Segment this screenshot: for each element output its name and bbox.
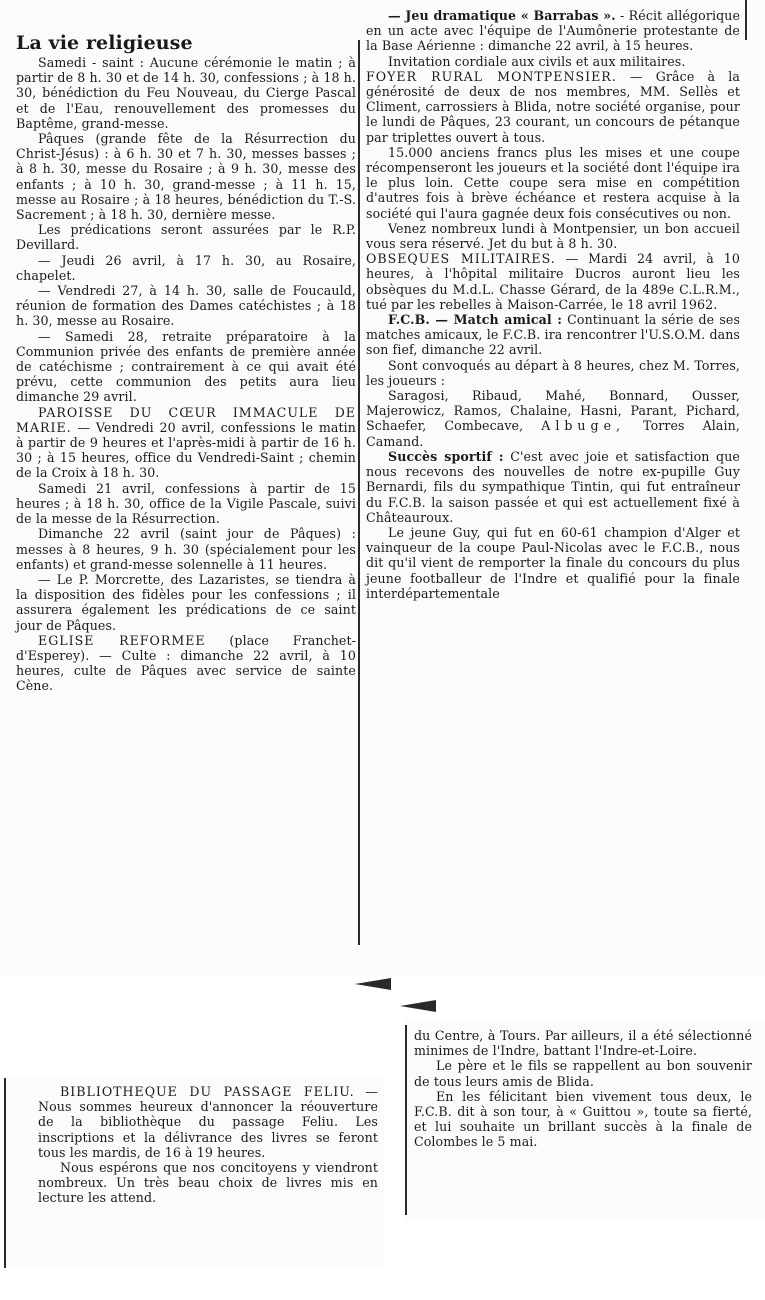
article-title: F.C.B. — Match amical :: [388, 312, 563, 328]
article-paragraph: Pâques (grande fête de la Résurrection du Christ-Jésus) : à 6 h. 30 et 7 h. 30, messes basses ; à 8 h. 30, messe du Rosaire ; à 9 h. 30, messe des enfants ; à 10 h. 30, grand-messe ; à 11 h. 15, messe au Rosaire ; à 18 heures, bénédiction du T.-S. Sacrement ; à 18 h. 30, dernière messe.: [16, 131, 356, 223]
article-paragraph: En les félicitant bien vivement tous deux, le F.C.B. dit à son tour, à « Guittou », toute sa fierté, et lui souhaite un brillant succès à la finale de Colombes le 5 mai.: [414, 1088, 752, 1150]
bottom-right-column: [414, 1028, 752, 1150]
article-paragraph: Venez nombreux lundi à Montpensier, un bon accueil vous sera réservé. Jet du but à 8 h. 30.: [366, 220, 740, 252]
article-paragraph: Dimanche 22 avril (saint jour de Pâques) : messes à 8 heures, 9 h. 30 (spécialement pour les enfants) et grand-messe solennelle à 11 heures.: [16, 526, 356, 572]
article-paragraph: PAROISSE DU CŒUR IMMACULE DE MARIE. — Vendredi 20 avril, confessions le matin à partir de 9 heures et l'après-midi à partir de 16 h. 30 ; à 15 heures, office du Vendredi-Saint ; chemin de la Croix à 18 h. 30.: [16, 404, 356, 481]
article-paragraph: Saragosi, Ribaud, Mahé, Bonnard, Ousser, Majerowicz, Ramos, Chalaine, Hasni, Parant, Pichard, Schaefer, Combecave, Albuge, Torres Alain, Camand.: [366, 388, 740, 449]
article-paragraph: — Jeudi 26 avril, à 17 h. 30, au Rosaire, chapelet.: [16, 252, 356, 283]
right-edge-rule: [745, 0, 747, 40]
article-paragraph: OBSEQUES MILITAIRES. — Mardi 24 avril, à 10 heures, à l'hôpital militaire Ducros auront lieu les obsèques du M.d.L. Chasse Gérard, de la 489e C.L.R.M., tué par les rebelles à Maison-Carrée, le 18 avril 1962.: [366, 251, 740, 312]
article-paragraph: — Samedi 28, retraite préparatoire à la Communion privée des enfants de première année de catéchisme ; contrairement à ce qui avait été prévu, cette communion des petits aura lieu dimanche 29 avril.: [16, 328, 356, 405]
article-paragraph: du Centre, à Tours. Par ailleurs, il a été sélectionné minimes de l'Indre, battant l'Indre-et-Loire.: [414, 1028, 752, 1059]
article-title: EGLISE REFORMEE: [38, 632, 206, 648]
article-paragraph: F.C.B. — Match amical : Continuant la série de ses matches amicaux, le F.C.B. ira rencontrer l'U.S.O.M. dans son fief, dimanche 22 avril.: [366, 312, 741, 358]
article-title: BIBLIOTHEQUE DU PASSAGE FELIU.: [60, 1084, 355, 1099]
bottom-left-column: [38, 1084, 378, 1206]
article-title: Succès sportif :: [388, 448, 504, 464]
article-paragraph: Le jeune Guy, qui fut en 60-61 champion d'Alger et vainqueur de la coupe Paul-Nicolas avec le F.C.B., nous dit qu'il vient de remporter la finale du concours du plus jeune footballeur de l'Indre et qualifié pour la finale interdépartementale: [366, 524, 740, 601]
article-paragraph: Nous espérons que nos concitoyens y viendront nombreux. Un très beau choix de livres mis en lecture les attend.: [38, 1160, 378, 1206]
article-paragraph: — Vendredi 27, à 14 h. 30, salle de Foucauld, réunion de formation des Dames catéchistes ; à 18 h. 30, messe au Rosaire.: [16, 283, 356, 329]
continuation-arrow-icon: [355, 978, 391, 990]
article-paragraph: — Le P. Morcrette, des Lazaristes, se tiendra à la disposition des fidèles pour les confessions ; il assurera également les prédications de ce saint jour de Pâques.: [16, 571, 356, 633]
bottom-right-clip-border: [405, 1025, 407, 1215]
article-paragraph: — Jeu dramatique « Barrabas ». - Récit allégorique en un acte avec l'équipe de l'Aumônerie protestante de la Base Aérienne : dimanche 22 avril, à 15 heures.: [366, 8, 740, 54]
continuation-arrow-icon: [400, 1000, 436, 1012]
article-title: OBSEQUES MILITAIRES.: [366, 251, 556, 267]
article-paragraph: BIBLIOTHEQUE DU PASSAGE FELIU. — Nous sommes heureux d'annoncer la réouverture de la bibliothèque du passage Feliu. Les inscriptions et la délivrance des livres se feront tous les mardis, de 16 à 19 heures.: [38, 1084, 378, 1160]
bottom-left-clip-border: [4, 1078, 6, 1268]
article-paragraph: Le père et le fils se rappellent au bon souvenir de tous leurs amis de Blida.: [414, 1058, 752, 1089]
right-column: [366, 8, 740, 601]
section-heading: La vie religieuse: [16, 32, 193, 54]
article-paragraph: 15.000 anciens francs plus les mises et une coupe récompenseront les joueurs et la société dont l'équipe ira le plus loin. Cette coupe sera mise en compétition d'autres fois à brève échéance et restera acquise à la société qui l'aura gagnée deux fois consécutives ou non.: [366, 144, 740, 221]
column-divider: [358, 40, 360, 945]
article-title: PAROISSE DU CŒUR IMMACULE DE MARIE.: [16, 404, 356, 435]
article-paragraph: Samedi - saint : Aucune cérémonie le matin ; à partir de 8 h. 30 et de 14 h. 30, confessions ; à 18 h. 30, bénédiction du Feu Nouveau, du Cierge Pascal et de l'Eau, renouvellement des promesses du Baptême, grand-messe.: [16, 55, 356, 131]
article-paragraph: Succès sportif : C'est avec joie et satisfaction que nous recevons des nouvelles de notre ex-pupille Guy Bernardi, fils du sympathique Tintin, qui fut entraîneur du F.C.B. la saison passée et qui est actuellement fixé à Châteauroux.: [366, 448, 740, 525]
article-title: — Jeu dramatique « Barrabas ».: [388, 8, 616, 23]
article-paragraph: EGLISE REFORMEE (place Franchet-d'Esperey). — Culte : dimanche 22 avril, à 10 heures, culte de Pâques avec service de sainte Cène.: [16, 632, 356, 694]
article-paragraph: Invitation cordiale aux civils et aux militaires.: [388, 53, 686, 69]
article-paragraph: FOYER RURAL MONTPENSIER. — Grâce à la générosité de deux de nos membres, MM. Sellès et Climent, carrossiers à Blida, notre société organise, pour le lundi de Pâques, 23 courant, un concours de pétanque par triplettes ouvert à tous.: [366, 68, 740, 145]
left-column: [16, 32, 356, 694]
article-paragraph: Sont convoqués au départ à 8 heures, chez M. Torres, les joueurs :: [366, 357, 740, 388]
article-paragraph: Les prédications seront assurées par le R.P. Devillard.: [16, 222, 356, 253]
article-paragraph: Samedi 21 avril, confessions à partir de 15 heures ; à 18 h. 30, office de la Vigile Pascale, suivi de la messe de la Résurrection.: [16, 480, 356, 527]
article-title: FOYER RURAL MONTPENSIER.: [366, 68, 617, 84]
